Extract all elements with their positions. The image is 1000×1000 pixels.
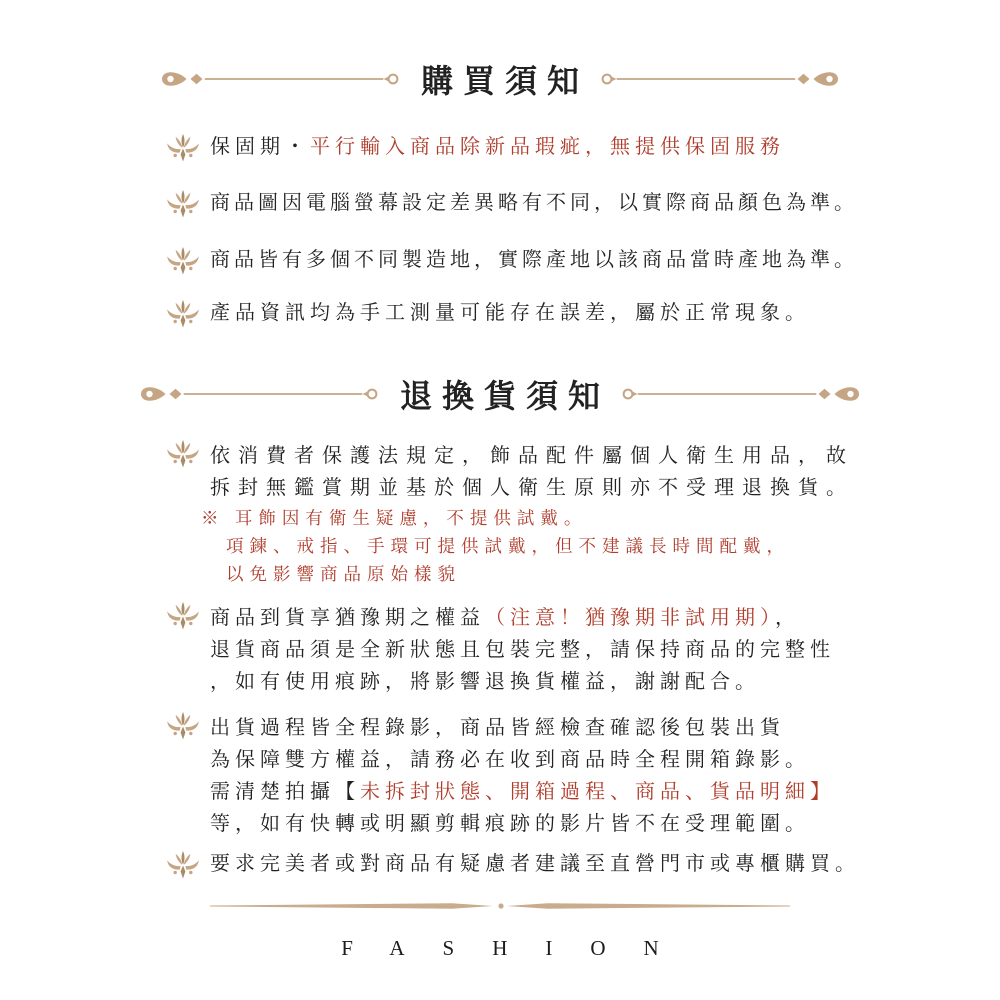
floral-sprig-icon: [166, 439, 200, 469]
recording-line-3: [210, 776, 835, 808]
floral-sprig-icon: [166, 711, 200, 741]
floral-sprig-icon: [166, 246, 200, 276]
returns-item-hesitation-text: [210, 602, 835, 698]
purchase-item-warranty-text: [210, 134, 785, 160]
recording-line-1: 出貨過程皆全程錄影，商品皆經檢查確認後包裝出貨: [210, 717, 785, 739]
purchase-item-warranty: [166, 134, 785, 163]
purchase-section-title: 購買須知: [420, 63, 589, 99]
hygiene-line-2: 拆封無鑑賞期並基於個人衛生原則亦不受理退換貨。: [210, 477, 854, 499]
purchase-item-color-text: 商品圖因電腦螢幕設定差異略有不同，以實際商品顏色為準。: [210, 192, 858, 214]
returns-item-recording-text: [210, 712, 835, 840]
right-jewel-rule-icon: [620, 384, 860, 404]
returns-item-hesitation-period: [166, 602, 835, 698]
purchase-section-header: [0, 56, 1000, 102]
hesitation-line-3: ，如有使用痕跡，將影響退換貨權益，謝謝配合。: [210, 671, 760, 693]
floral-sprig-icon: [166, 133, 200, 163]
warranty-highlight: 平行輸入商品除新品瑕疵，無提供保固服務: [310, 136, 785, 158]
left-jewel-rule-icon: [140, 384, 380, 404]
hesitation-line-1-tail: ，: [775, 607, 800, 629]
purchase-item-color: [166, 190, 858, 219]
floral-sprig-icon: [166, 299, 200, 329]
recording-line-4: 等，如有快轉或明顯剪輯痕跡的影片皆不在受理範圍。: [210, 813, 810, 835]
recording-line-3-black: 需清楚拍攝【: [210, 781, 360, 803]
brand-row: [0, 936, 1000, 961]
purchase-item-origin: [166, 247, 858, 276]
returns-item-perfectionist: [166, 851, 860, 880]
recording-line-3-red: 未拆封狀態、開箱過程、商品、貨品明細】: [360, 781, 835, 803]
hesitation-line-1: [210, 602, 835, 634]
hygiene-line-1: 依消費者保護法規定，飾品配件屬個人衛生用品，故: [210, 445, 854, 467]
note-line-3: 以免影響商品原始樣貌: [226, 564, 461, 584]
hesitation-line-1-black: 商品到貨享猶豫期之權益: [210, 607, 485, 629]
returns-item-hygiene-text: [210, 440, 854, 504]
note-line-1: [201, 504, 790, 532]
returns-section-header: [0, 371, 1000, 417]
returns-item-hygiene: [166, 440, 854, 504]
warranty-label: 保固期・: [210, 136, 310, 158]
recording-line-2: 為保障雙方權益，請務必在收到商品時全程開箱錄影。: [210, 749, 810, 771]
brand-wordmark: FASHION: [341, 936, 697, 960]
left-jewel-rule-icon: [161, 69, 401, 89]
try-on-note: [201, 504, 790, 588]
note-line-1-text: 耳飾因有衛生疑慮，不提供試戴。: [234, 508, 588, 528]
note-line-2: 項鍊、戒指、手環可提供試戴，但不建議長時間配戴，: [226, 536, 790, 556]
floral-sprig-icon: [166, 850, 200, 880]
returns-item-recording: [166, 712, 835, 840]
reference-mark: ※: [201, 508, 225, 528]
tapered-rule-icon: [210, 899, 790, 913]
purchase-item-origin-text: 商品皆有多個不同製造地，實際產地以該商品當時產地為準。: [210, 249, 858, 271]
hesitation-line-2: 退貨商品須是全新狀態且包裝完整，請保持商品的完整性: [210, 639, 835, 661]
floral-sprig-icon: [166, 189, 200, 219]
returns-section-title: 退換貨須知: [399, 378, 610, 414]
right-jewel-rule-icon: [599, 69, 839, 89]
purchase-item-measurement-text: 產品資訊均為手工測量可能存在誤差，屬於正常現象。: [210, 302, 810, 324]
hesitation-line-1-red: （注意！猶豫期非試用期）: [485, 607, 775, 629]
returns-item-perfectionist-text: 要求完美者或對商品有疑慮者建議至直營門市或專櫃購買。: [210, 853, 860, 875]
floral-sprig-icon: [166, 601, 200, 631]
purchase-item-measurement: [166, 300, 810, 329]
